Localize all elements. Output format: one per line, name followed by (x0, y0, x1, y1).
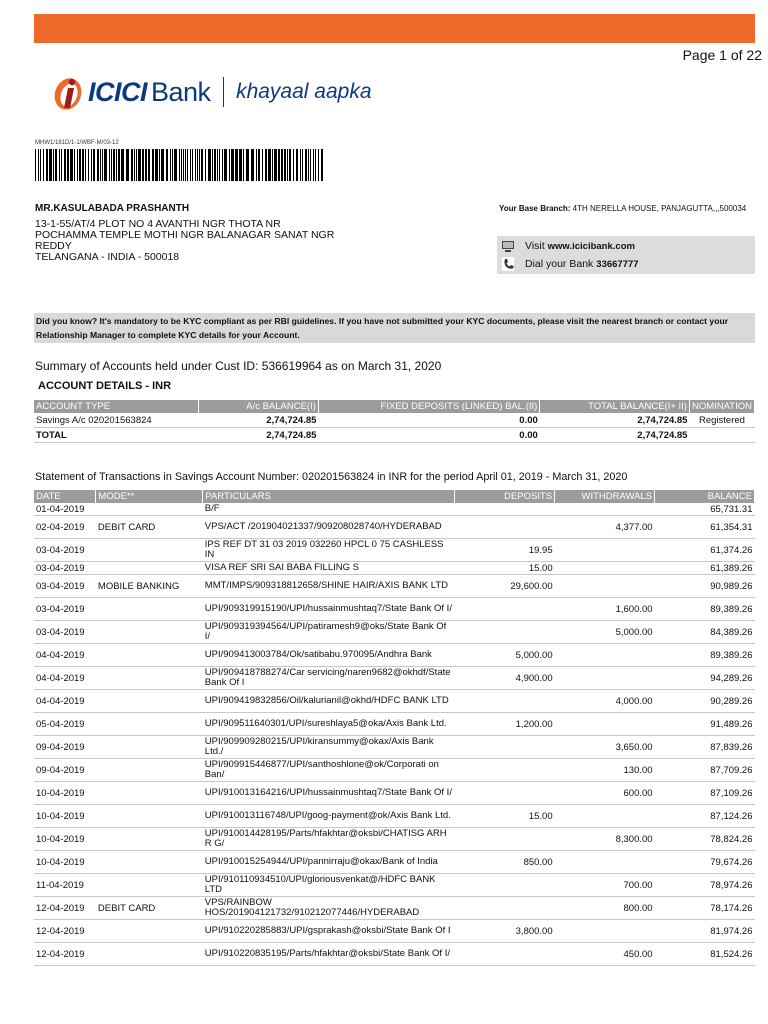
txn-mode (96, 621, 203, 644)
txn-particulars: VISA REF SRI SAI BABA FILLING S (203, 562, 455, 575)
column-header: FIXED DEPOSITS (LINKED) BAL.(II) (318, 400, 539, 413)
txn-particulars: UPI/910013116748/UPI/goog-payment@ok/Axis Bank Ltd. (203, 805, 455, 828)
column-header: MODE** (96, 490, 203, 503)
txn-balance: 81,524.26 (655, 943, 755, 966)
txn-particulars: IPS REF DT 31 03 2019 032260 HPCL 0 75 CASHLESS IN (203, 539, 455, 562)
table-row (34, 516, 755, 539)
txn-balance: 87,709.26 (655, 759, 755, 782)
txn-date: 11-04-2019 (34, 874, 96, 897)
txn-particulars: UPI/909418788274/Car servicing/naren9682@okhdf/State Bank Of I (203, 667, 455, 690)
txn-particulars: UPI/909915446877/UPI/santhoshlone@ok/Corporati on Ban/ (203, 759, 455, 782)
txn-deposit (455, 516, 555, 539)
txn-withdrawal: 450.00 (555, 943, 655, 966)
txn-deposit: 1,200.00 (455, 713, 555, 736)
txn-deposit: 29,600.00 (455, 575, 555, 598)
txn-withdrawal (555, 851, 655, 874)
base-branch (499, 204, 749, 213)
txn-mode (96, 503, 203, 516)
brand-tagline: khayaal aapka (236, 80, 372, 103)
txn-particulars: MMT/IMPS/909318812658/SHINE HAIR/AXIS BANK LTD (203, 575, 455, 598)
column-header: A/c BALANCE(I) (199, 400, 319, 413)
txn-mode (96, 851, 203, 874)
table-row (34, 575, 755, 598)
txn-balance: 65,731.31 (655, 503, 755, 516)
txn-withdrawal: 1,600.00 (555, 598, 655, 621)
txn-deposit (455, 759, 555, 782)
txn-mode (96, 690, 203, 713)
account-details-title: ACCOUNT DETAILS - INR (38, 380, 172, 392)
kyc-notice: Did you know? It's mandatory to be KYC compliant as per RBI guidelines. If you have not submitted your KYC documents, please visit the nearest branch or contact your Relationship Manager to complete KYC details for your Account. (34, 313, 755, 343)
table-row (34, 920, 755, 943)
table-row (34, 621, 755, 644)
txn-balance: 78,174.26 (655, 897, 755, 920)
txn-particulars: UPI/910220835195/Parts/hfakhtar@oksbi/State Bank Of I/ (203, 943, 455, 966)
statement-title: Statement of Transactions in Savings Account Number: 020201563824 in INR for the period April 01, 2019 - March 31, 2020 (35, 471, 628, 483)
column-header: DATE (34, 490, 96, 503)
table-row-total (34, 428, 755, 443)
txn-balance: 78,824.26 (655, 828, 755, 851)
txn-date: 01-04-2019 (34, 503, 96, 516)
column-header: DEPOSITS (455, 490, 555, 503)
txn-deposit (455, 598, 555, 621)
txn-particulars: UPI/909511640301/UPI/sureshlaya5@oka/Axis Bank Ltd. (203, 713, 455, 736)
dial-row (501, 255, 639, 273)
txn-date: 10-04-2019 (34, 805, 96, 828)
txn-deposit (455, 828, 555, 851)
txn-withdrawal (555, 575, 655, 598)
txn-withdrawal (555, 503, 655, 516)
column-header: TOTAL BALANCE(I+ II) (540, 400, 690, 413)
brand-name: ICICI Bank (88, 76, 211, 107)
txn-particulars: UPI/909909280215/UPI/kiransummy@okax/Axis Bank Ltd./ (203, 736, 455, 759)
page-number: Page 1 of 22 (682, 47, 762, 63)
txn-balance: 91,489.26 (655, 713, 755, 736)
txn-deposit (455, 782, 555, 805)
txn-date: 02-04-2019 (34, 516, 96, 539)
visit-label: Visit (525, 240, 545, 252)
txn-particulars: B/F (203, 503, 455, 516)
txn-mode (96, 598, 203, 621)
txn-withdrawal: 4,377.00 (555, 516, 655, 539)
txn-particulars: UPI/910220285883/UPI/gsprakash@oksbi/State Bank Of I (203, 920, 455, 943)
txn-mode (96, 667, 203, 690)
txn-date: 10-04-2019 (34, 851, 96, 874)
txn-withdrawal: 8,300.00 (555, 828, 655, 851)
txn-deposit: 3,800.00 (455, 920, 555, 943)
address-line: REDDY (35, 240, 72, 252)
bank-logo (52, 70, 372, 114)
txn-balance: 87,109.26 (655, 782, 755, 805)
total-nomination (689, 428, 754, 443)
grand-total-balance: 2,74,724.85 (540, 428, 690, 443)
txn-particulars: UPI/909319394564/UPI/patiramesh9@oks/State Bank Of I/ (203, 621, 455, 644)
txn-withdrawal: 5,000.00 (555, 621, 655, 644)
txn-balance: 81,974.26 (655, 920, 755, 943)
phone-icon (501, 257, 515, 271)
txn-date: 03-04-2019 (34, 562, 96, 575)
txn-balance: 94,289.26 (655, 667, 755, 690)
txn-date: 04-04-2019 (34, 690, 96, 713)
table-row (34, 503, 755, 516)
txn-particulars: UPI/910014428195/Parts/hfakhtar@oksbi/CHATISG ARH R G/ (203, 828, 455, 851)
top-orange-bar (34, 14, 755, 43)
txn-mode (96, 874, 203, 897)
txn-particulars: UPI/909419832856/Oil/kalurianil@okhd/HDFC BANK LTD (203, 690, 455, 713)
txn-balance: 90,289.26 (655, 690, 755, 713)
txn-date: 05-04-2019 (34, 713, 96, 736)
txn-particulars: VPS/ACT /201904021337/909208028740/HYDERABAD (203, 516, 455, 539)
reference-code: MHW1/181D/1-1/WBF-M/03-12 (35, 140, 119, 146)
txn-withdrawal (555, 713, 655, 736)
column-header: BALANCE (655, 490, 755, 503)
address-line: POCHAMMA TEMPLE MOTHI NGR BALANAGAR SANAT NGR (35, 229, 335, 241)
total-account-balance: 2,74,724.85 (199, 428, 319, 443)
txn-withdrawal (555, 667, 655, 690)
txn-particulars: UPI/910015254944/UPI/pannirraju@okax/Bank of India (203, 851, 455, 874)
txn-particulars: UPI/909413003784/Ok/satibabu.970095/Andhra Bank (203, 644, 455, 667)
txn-date: 09-04-2019 (34, 759, 96, 782)
txn-withdrawal: 3,650.00 (555, 736, 655, 759)
table-row (34, 598, 755, 621)
table-row (34, 667, 755, 690)
txn-balance: 61,374.26 (655, 539, 755, 562)
txn-deposit: 4,900.00 (455, 667, 555, 690)
icici-emblem-icon (52, 72, 86, 112)
txn-deposit: 5,000.00 (455, 644, 555, 667)
txn-date: 09-04-2019 (34, 736, 96, 759)
txn-mode: MOBILE BANKING (96, 575, 203, 598)
txn-balance: 87,124.26 (655, 805, 755, 828)
txn-withdrawal (555, 562, 655, 575)
txn-deposit (455, 690, 555, 713)
table-row (34, 736, 755, 759)
txn-date: 12-04-2019 (34, 943, 96, 966)
txn-date: 12-04-2019 (34, 897, 96, 920)
txn-withdrawal (555, 920, 655, 943)
txn-date: 04-04-2019 (34, 644, 96, 667)
table-row (34, 562, 755, 575)
visit-row (501, 237, 635, 255)
txn-balance: 84,389.26 (655, 621, 755, 644)
txn-mode (96, 644, 203, 667)
txn-withdrawal (555, 539, 655, 562)
total-label: TOTAL (34, 428, 199, 443)
txn-date: 03-04-2019 (34, 598, 96, 621)
txn-balance: 78,974.26 (655, 874, 755, 897)
txn-deposit: 15.00 (455, 805, 555, 828)
txn-deposit: 19.95 (455, 539, 555, 562)
txn-deposit (455, 897, 555, 920)
customer-address (35, 219, 395, 263)
dial-label: Dial your Bank (525, 258, 594, 270)
fd-balance: 0.00 (318, 413, 539, 428)
txn-withdrawal: 800.00 (555, 897, 655, 920)
txn-date: 03-04-2019 (34, 539, 96, 562)
address-line: 13-1-55/AT/4 PLOT NO 4 AVANTHI NGR THOTA NR (35, 218, 281, 230)
table-header-row (34, 400, 755, 413)
table-row (34, 828, 755, 851)
total-fd-balance: 0.00 (318, 428, 539, 443)
website-link[interactable]: www.icicibank.com (547, 240, 635, 252)
contact-box (497, 236, 755, 274)
column-header: NOMINATION (689, 400, 754, 413)
txn-particulars: VPS/RAINBOW HOS/201904121732/910212077446/HYDERABAD (203, 897, 455, 920)
computer-icon (501, 239, 515, 253)
txn-deposit: 15.00 (455, 562, 555, 575)
table-row (34, 713, 755, 736)
txn-withdrawal (555, 805, 655, 828)
table-row (34, 759, 755, 782)
txn-deposit: 850.00 (455, 851, 555, 874)
txn-withdrawal (555, 644, 655, 667)
txn-mode: DEBIT CARD (96, 897, 203, 920)
txn-mode (96, 943, 203, 966)
txn-balance: 89,389.26 (655, 598, 755, 621)
column-header: WITHDRAWALS (555, 490, 655, 503)
txn-date: 10-04-2019 (34, 782, 96, 805)
txn-date: 12-04-2019 (34, 920, 96, 943)
table-row (34, 851, 755, 874)
address-line: TELANGANA - INDIA - 500018 (35, 251, 180, 263)
branch-label: Your Base Branch: (499, 204, 571, 213)
barcode-image (35, 149, 325, 181)
txn-deposit (455, 621, 555, 644)
phone-number[interactable]: 33667777 (596, 258, 639, 270)
txn-deposit (455, 943, 555, 966)
table-row (34, 690, 755, 713)
table-row (34, 897, 755, 920)
txn-withdrawal: 600.00 (555, 782, 655, 805)
txn-withdrawal: 700.00 (555, 874, 655, 897)
customer-name: MR.KASULABADA PRASHANTH (35, 203, 190, 214)
table-row (34, 644, 755, 667)
txn-date: 10-04-2019 (34, 828, 96, 851)
txn-particulars: UPI/909319915190/UPI/hussainmushtaq7/State Bank Of I/ (203, 598, 455, 621)
table-row (34, 539, 755, 562)
account-summary-table (34, 400, 755, 443)
txn-mode (96, 736, 203, 759)
txn-mode (96, 562, 203, 575)
txn-particulars: UPI/910110934510/UPI/gloriousvenkat@/HDFC BANK LTD (203, 874, 455, 897)
table-row (34, 782, 755, 805)
txn-particulars: UPI/910013164216/UPI/hussainmushtaq7/State Bank Of I/ (203, 782, 455, 805)
txn-balance: 87,839.26 (655, 736, 755, 759)
table-row (34, 874, 755, 897)
txn-balance: 61,389.26 (655, 562, 755, 575)
txn-date: 03-04-2019 (34, 621, 96, 644)
table-row (34, 805, 755, 828)
account-type: Savings A/c 020201563824 (34, 413, 199, 428)
total-balance: 2,74,724.85 (540, 413, 690, 428)
txn-balance: 79,674.26 (655, 851, 755, 874)
nomination: Registered (689, 413, 754, 428)
txn-balance: 90,989.26 (655, 575, 755, 598)
txn-mode (96, 920, 203, 943)
txn-withdrawal: 4,000.00 (555, 690, 655, 713)
account-balance: 2,74,724.85 (199, 413, 319, 428)
txn-mode (96, 713, 203, 736)
table-header-row (34, 490, 755, 503)
txn-date: 04-04-2019 (34, 667, 96, 690)
table-row (34, 943, 755, 966)
txn-mode (96, 759, 203, 782)
txn-mode: DEBIT CARD (96, 516, 203, 539)
txn-deposit (455, 874, 555, 897)
txn-balance: 89,389.26 (655, 644, 755, 667)
column-header: ACCOUNT TYPE (34, 400, 199, 413)
txn-deposit (455, 503, 555, 516)
txn-deposit (455, 736, 555, 759)
txn-mode (96, 539, 203, 562)
transactions-table (34, 490, 755, 966)
branch-value: 4TH NERELLA HOUSE, PANJAGUTTA,,,500034 (572, 204, 747, 213)
txn-mode (96, 828, 203, 851)
txn-mode (96, 782, 203, 805)
logo-divider (223, 77, 225, 107)
summary-title: Summary of Accounts held under Cust ID: 536619964 as on March 31, 2020 (35, 359, 442, 373)
column-header: PARTICULARS (203, 490, 455, 503)
txn-balance: 61,354.31 (655, 516, 755, 539)
txn-withdrawal: 130.00 (555, 759, 655, 782)
txn-mode (96, 805, 203, 828)
table-row (34, 413, 755, 428)
txn-date: 03-04-2019 (34, 575, 96, 598)
